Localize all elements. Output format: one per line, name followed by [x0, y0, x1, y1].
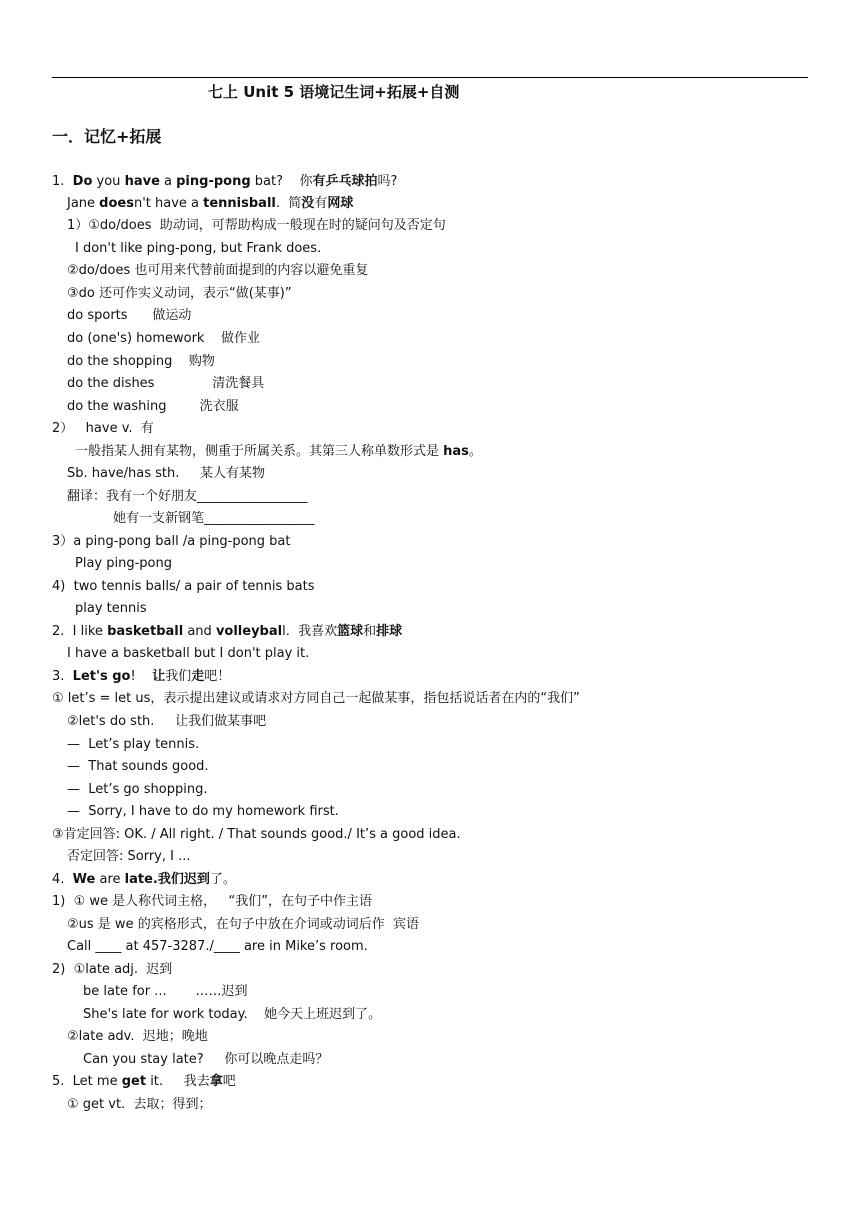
text-line	[52, 893, 372, 910]
text-run: ②let's do sth. 让我们做某事吧	[67, 714, 267, 729]
text-line	[75, 555, 172, 572]
bold-text: 网球	[327, 196, 354, 211]
text-run: do the shopping 购物	[67, 354, 215, 369]
text-line	[67, 195, 353, 212]
text-run: — Let’s play tennis.	[67, 737, 200, 752]
text-run: 和	[363, 624, 377, 639]
text-run: Can you stay late? 你可以晚点走吗？	[83, 1052, 329, 1067]
text-run: Play ping-pong	[75, 556, 172, 571]
text-line	[67, 375, 264, 392]
text-run: !	[130, 669, 153, 684]
text-line	[67, 803, 339, 820]
text-run: a	[159, 174, 177, 189]
text-line	[67, 285, 292, 302]
page-title: 七上 Unit 5 语境记生词+拓展+自测	[208, 83, 460, 101]
text-run: I don't like ping-pong, but Frank does.	[75, 241, 322, 256]
bold-text: tennisball	[203, 196, 276, 211]
text-line	[83, 1006, 381, 1023]
text-run: you	[92, 174, 125, 189]
text-run: — Sorry, I have to do my homework first.	[67, 804, 339, 819]
bold-text: 拿	[209, 1074, 223, 1089]
bold-text: Do	[72, 174, 93, 189]
text-run: 吧	[222, 1074, 236, 1089]
text-run: 翻译：我有一个好朋友_________________	[67, 489, 308, 504]
text-run: — Let’s go shopping.	[67, 782, 208, 797]
text-run: 5. Let me	[52, 1074, 122, 1089]
text-run: do the dishes 清洗餐具	[67, 376, 265, 391]
text-run: ②late adv. 迟地；晚地	[67, 1029, 208, 1044]
text-run: bat? 你	[250, 174, 313, 189]
bold-text: volleybal	[215, 624, 283, 639]
text-run: be late for ... ……迟到	[83, 984, 248, 999]
text-line	[67, 736, 199, 753]
bold-text: 让	[152, 669, 166, 684]
text-run: 4) two tennis balls/ a pair of tennis bats	[52, 579, 315, 594]
text-run: 1) ① we 是人称代词主格， “我们”，在句子中作主语	[52, 894, 373, 909]
text-run: do sports 做运动	[67, 308, 192, 323]
text-run: 。	[468, 444, 482, 459]
text-line	[67, 1028, 208, 1045]
text-run: 她有一支新钢笔_________________	[113, 511, 315, 526]
text-line	[67, 916, 419, 933]
text-line	[67, 307, 191, 324]
text-line	[67, 781, 207, 798]
text-line	[67, 262, 368, 279]
text-run: it. 我去	[146, 1074, 210, 1089]
text-run: 了。	[209, 872, 236, 887]
text-run: ②us 是 we 的宾格形式，在句子中放在介词或动词后作 宾语	[67, 917, 419, 932]
text-run: ②do/does 也可用来代替前面提到的内容以避免重复	[67, 263, 369, 278]
text-run: do (one's) homework 做作业	[67, 331, 260, 346]
text-line	[52, 173, 397, 190]
bold-text: have	[124, 174, 160, 189]
text-line	[67, 465, 265, 482]
text-line	[52, 1073, 236, 1090]
text-run: 2) ①late adj. 迟到	[52, 962, 173, 977]
text-line	[52, 623, 402, 640]
text-line	[75, 240, 321, 257]
text-run: . 简	[275, 196, 302, 211]
text-run: ③do 还可作实义动词，表示“做(某事)”	[67, 286, 292, 301]
text-line	[67, 353, 215, 370]
text-run: — That sounds good.	[67, 759, 209, 774]
text-run: play tennis	[75, 601, 147, 616]
text-line	[52, 533, 291, 550]
text-run: 4.	[52, 872, 73, 887]
text-run: n't have a	[133, 196, 204, 211]
top-rule	[52, 77, 808, 78]
text-run: and	[183, 624, 216, 639]
text-run: 1）①do/does 助动词，可帮助构成一般现在时的疑问句及否定句	[67, 218, 446, 233]
bold-text: We	[72, 872, 96, 887]
text-run: Sb. have/has sth. 某人有某物	[67, 466, 266, 481]
text-line	[67, 330, 260, 347]
text-line	[83, 1051, 328, 1068]
bold-text: ping-pong	[176, 174, 251, 189]
text-run: 否定回答: Sorry, I ...	[67, 849, 191, 864]
text-line	[67, 217, 446, 234]
text-run: ③肯定回答: OK. / All right. / That sounds good./ It’s a good idea.	[52, 827, 461, 842]
text-line	[52, 420, 154, 437]
bold-text: Let's go	[72, 669, 131, 684]
text-line	[52, 668, 230, 685]
bold-text: 篮球	[337, 624, 364, 639]
text-line	[52, 826, 461, 843]
text-line	[75, 443, 482, 460]
bold-text: 走	[191, 669, 205, 684]
text-line	[67, 713, 266, 730]
text-line	[83, 983, 248, 1000]
text-line	[67, 1096, 211, 1113]
bold-text: 有乒乓球拍	[312, 174, 378, 189]
section-heading: 一．记忆+拓展	[52, 127, 162, 146]
bold-text: basketball	[107, 624, 184, 639]
bold-text: 没	[301, 196, 315, 211]
text-run: Jane	[67, 196, 100, 211]
text-run: She's late for work today. 她今天上班迟到了。	[83, 1007, 382, 1022]
text-line	[67, 758, 209, 775]
text-line	[67, 645, 309, 662]
text-run: are	[95, 872, 125, 887]
text-run: 一般指某人拥有某物，侧重于所属关系。其第三人称单数形式是	[75, 444, 444, 459]
text-run: 2. I like	[52, 624, 108, 639]
text-line	[67, 398, 239, 415]
text-line	[67, 848, 191, 865]
text-run: l. 我喜欢	[282, 624, 338, 639]
text-run: 3）a ping-pong ball /a ping-pong bat	[52, 534, 291, 549]
text-run: 吗?	[377, 174, 398, 189]
bold-text: late.我们迟到	[124, 872, 210, 887]
text-run: ① let’s = let us，表示提出建议或请求对方同自己一起做某事，指包括说话者在内的“我们”	[52, 691, 580, 706]
text-run: 3.	[52, 669, 73, 684]
text-run: 1.	[52, 174, 73, 189]
text-line	[67, 938, 368, 955]
text-line	[52, 961, 172, 978]
text-run: I have a basketball but I don't play it.	[67, 646, 310, 661]
bold-text: get	[121, 1074, 147, 1089]
text-line	[52, 690, 580, 707]
text-line	[75, 600, 147, 617]
text-run: 有	[314, 196, 328, 211]
text-run: 吧！	[204, 669, 231, 684]
text-line	[113, 510, 315, 527]
bold-text: 排球	[376, 624, 403, 639]
text-run: 2） have v. 有	[52, 421, 154, 436]
text-line	[52, 578, 315, 595]
text-run: 我们	[165, 669, 192, 684]
bold-text: has	[443, 444, 469, 459]
text-run: do the washing 洗衣服	[67, 399, 239, 414]
bold-text: does	[99, 196, 134, 211]
text-run: Call ____ at 457-3287./____ are in Mike’s room.	[67, 939, 368, 954]
text-line	[67, 488, 308, 505]
text-line	[52, 871, 236, 888]
text-run: ① get vt. 去取；得到；	[67, 1097, 212, 1112]
